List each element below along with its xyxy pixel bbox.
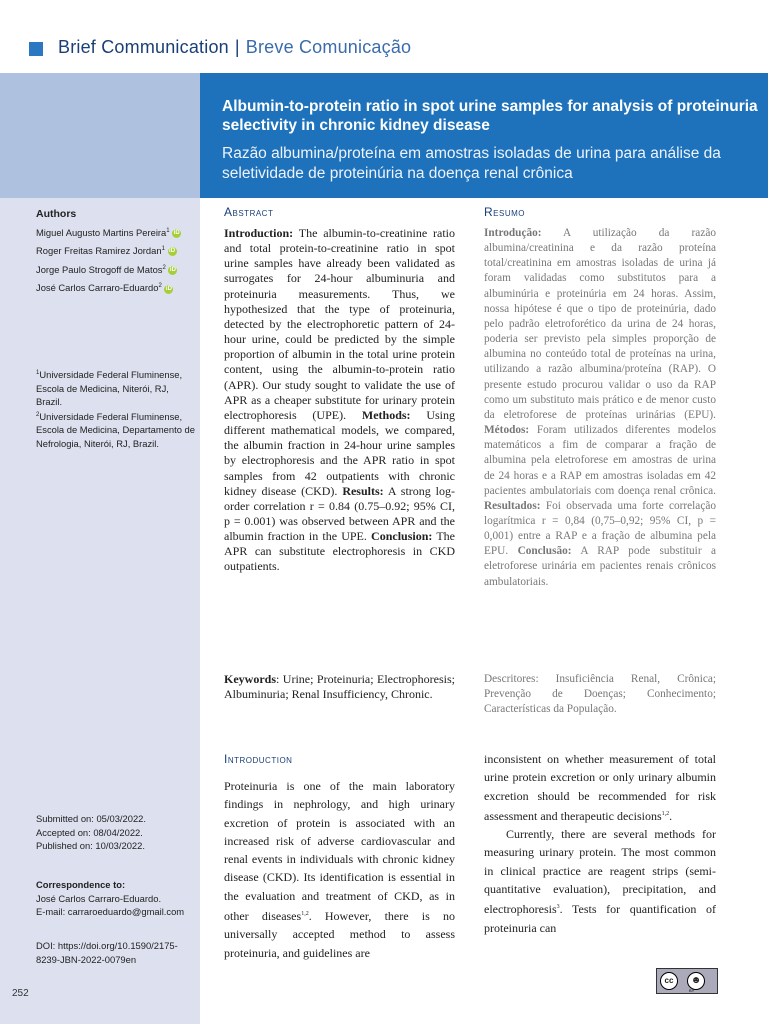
author-sup: 2: [158, 283, 162, 290]
orcid-icon[interactable]: iD: [169, 248, 176, 255]
keywords-pt: [484, 672, 716, 717]
resumo-methods: Foram utilizados diferentes modelos matemáticos a fim de comparar a fração de albumina pela eletroforese em amostras de urina de 24 horas e a RAP em amostras isoladas em 42 pacientes ambulatoriais com doença renal crônica.: [484, 424, 716, 497]
resumo-intro-label: Introdução:: [484, 227, 542, 239]
abstract-results-label: Results:: [342, 483, 384, 498]
resumo-body: [484, 226, 716, 590]
abstract-body: [224, 226, 455, 575]
page-number: 252: [12, 988, 29, 999]
published-date: Published on: 10/03/2022.: [36, 840, 145, 851]
intro-col2-b: .: [669, 808, 673, 823]
section-marker-square: [29, 42, 43, 56]
title-en: Albumin-to-protein ratio in spot urine samples for analysis of proteinuria selectivity in chronic kidney disease: [222, 98, 758, 134]
correspondence-email[interactable]: E-mail: carraroeduardo@gmail.com: [36, 906, 185, 917]
cc-by-label: BY: [689, 988, 695, 993]
author-name: Miguel Augusto Martins Pereira: [36, 226, 167, 238]
resumo-conclusion: A RAP pode substituir a eletroforese urinária em pacientes renais crônicos ambulatoriais.: [484, 545, 716, 588]
author-name: Jorge Paulo Strogoff de Matos: [36, 263, 163, 275]
abstract-conclusion-label: Conclusion:: [371, 529, 433, 544]
author-sup: 1: [161, 246, 165, 253]
abstract-intro-label: Introduction:: [224, 226, 294, 240]
cc-icon: cc: [660, 972, 678, 990]
abstract-methods: Using different mathematical models, we compared, the albumin fraction in 24-hour urine samples by electrophoresis and the APR ratio in spot samples from 42 outpatients with chronic kidney disease (CKD).: [224, 407, 455, 498]
submitted-date: Submitted on: 05/03/2022.: [36, 813, 146, 824]
section-label-en: Brief Communication: [58, 37, 229, 57]
resumo-conclusion-label: Conclusão:: [517, 545, 572, 558]
resumo-results-label: Resultados:: [484, 499, 541, 512]
intro-col2-a: inconsistent on whether measurement of total urine protein excretion or only urinary albumin excretion should be recommended for risk assessment and therapeutic decisions: [484, 752, 716, 823]
intro-col2-p2-a: Currently, there are several methods for measuring urinary protein. The most common in clinical practice are reagent strips (semi-quantitative evaluation), precipitation, and electrophoresis: [484, 827, 716, 917]
descritores-text: Insuficiência Renal, Crônica; Prevenção de Doenças; Conhecimento; Características da População.: [484, 673, 716, 716]
affiliation-sup: 2: [36, 411, 40, 418]
title-pt: Razão albumina/proteína em amostras isoladas de urina para análise da seletividade de proteinúria na doença renal crônica: [222, 145, 721, 182]
orcid-icon[interactable]: iD: [169, 266, 176, 273]
intro-col1: [224, 777, 455, 962]
abstract-results: A strong log-order correlation r = 0.84 (0.75–0.92; 95% CI, p = 0.001) was observed between APR and the albumin fraction in the UPE.: [224, 483, 455, 544]
intro-col2-p2-b: . Tests for quantification of proteinuria can: [484, 902, 716, 935]
author-sup: 1: [166, 227, 170, 234]
orcid-icon[interactable]: iD: [173, 229, 180, 236]
title-box: [200, 73, 768, 198]
section-label-pt: Breve Comunicação: [245, 37, 412, 57]
citation-sup: 1,2: [661, 810, 670, 817]
author-sup: 2: [162, 264, 166, 271]
keywords-en: [224, 672, 455, 702]
section-header: [58, 37, 411, 58]
introduction-heading: Introduction: [224, 752, 293, 766]
correspondence-label: Correspondence to:: [36, 879, 126, 890]
author-4: [36, 280, 196, 295]
intro-col2: [484, 750, 716, 937]
affiliations-block: [36, 367, 196, 450]
author-2: [36, 243, 196, 258]
correspondence-name: José Carlos Carraro-Eduardo.: [36, 892, 162, 904]
citation-sup: 3: [556, 904, 560, 911]
doi-block: [36, 939, 196, 966]
abstract-intro: The albumin-to-creatinine ratio and total protein-to-creatinine ratio in spot urine samples have already been validated as surrogates for 24-hour albuminuria and proteinuria measurements. Thus, we hypothesized that the type of proteinuria, detected by the electrophoretic pattern of 24-hour urine, could be predicted by the simple proportion of albumin in the total urine protein content, using the albumin-to-protein ratio (APR). Our study sought to validate the use of APR as a cheaper substitute for urinary protein electrophoresis (UPE).: [224, 226, 455, 422]
accepted-date: Accepted on: 08/04/2022.: [36, 826, 143, 838]
resumo-results: Foi observada uma forte correlação logarítmica r = 0,84 (0,75–0,92; 95% CI, p = 0,001) entre a RAP e a fração de albumina pela EPU.: [484, 499, 716, 558]
keywords-label: Keywords: [224, 672, 276, 686]
author-3: [36, 262, 196, 277]
author-name: Roger Freitas Ramirez Jordan: [36, 245, 162, 257]
dates-block: [36, 812, 196, 853]
resumo-intro: A utilização da razão albumina/creatinina e da razão proteína total/creatinina em amostras isoladas de urina já foram validadas como substitutos para a albuminúria e proteinúria em 24 horas. Assim, nossa hipótese é que o tipo de proteinúria, dado pelo padrão eletroforético da urina de 24 horas, poderia ser previsto pela simples proporção de albumina no conteúdo total de proteínas na urina, utilizando a razão albumina/proteína (RAP). O presente estudo procurou validar o uso da RAP como um substituto mais prático e de menor custo da eletroforese de proteínas urinárias (EPU).: [484, 227, 716, 421]
affiliation-text: Universidade Federal Fluminense, Escola de Medicina, Niterói, RJ, Brazil.: [36, 369, 183, 408]
abstract-heading: Abstract: [224, 205, 274, 219]
abstract-conclusion: The APR can substitute electrophoresis in CKD outpatients.: [224, 529, 455, 574]
author-name: José Carlos Carraro-Eduardo: [36, 282, 159, 294]
attribution-icon: ☻: [687, 972, 705, 990]
authors-heading: Authors: [36, 208, 77, 220]
resumo-heading: Resumo: [484, 205, 526, 219]
affiliation-2: [36, 409, 196, 451]
affiliation-text: Universidade Federal Fluminense, Escola de Medicina, Departamento de Nefrologia, Niterói, RJ, Brazil.: [36, 410, 195, 449]
orcid-icon[interactable]: iD: [165, 285, 172, 292]
affiliation-1: [36, 367, 196, 409]
intro-col1-b: . However, there is no universally accepted method to assess proteinuria, and guidelines are: [224, 909, 455, 960]
abstract-methods-label: Methods:: [361, 407, 411, 422]
intro-col1-a: Proteinuria is one of the main laboratory findings in nephrology, and high urinary excretion of protein is associated with an increased risk of adverse cardiovascular and renal events in individuals with chronic kidney disease (CKD). Its identification is essential in the evaluation and treatment of CKD, as in other diseases: [224, 779, 455, 924]
citation-sup: 1,2: [301, 911, 309, 918]
doi-link[interactable]: DOI: https://doi.org/10.1590/2175-8239-JBN-2022-0079en: [36, 940, 178, 965]
keywords-text: : Urine; Proteinuria; Electrophoresis; Albuminuria; Renal Insufficiency, Chronic.: [224, 672, 455, 702]
resumo-methods-label: Métodos:: [484, 424, 530, 437]
cc-license-badge[interactable]: [656, 968, 718, 994]
affiliation-sup: 1: [36, 370, 40, 376]
author-1: [36, 225, 196, 240]
authors-block: [36, 208, 196, 299]
descritores-label: Descritores:: [484, 673, 539, 685]
correspondence-block: [36, 878, 196, 919]
title-band-left: [0, 73, 200, 198]
section-separator: |: [234, 37, 240, 57]
